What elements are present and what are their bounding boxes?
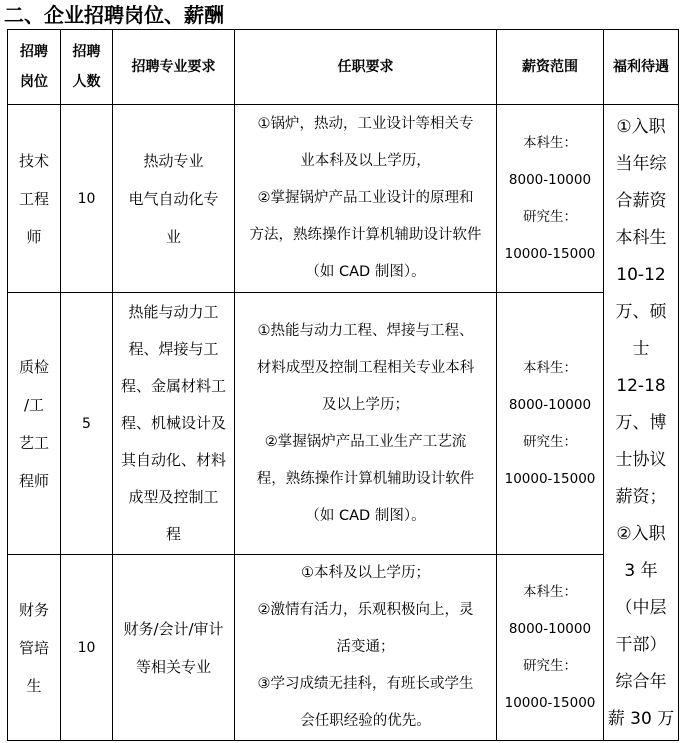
benefits-line: 12-18 bbox=[616, 376, 666, 396]
benefits-cell bbox=[604, 105, 679, 741]
header-position: 招聘 岗位 bbox=[8, 30, 61, 105]
benefits-line: 万、硕 bbox=[615, 302, 667, 322]
table-row bbox=[8, 293, 679, 555]
position-cell: 技术 工程 师 bbox=[8, 105, 61, 293]
benefits-line: 薪资； bbox=[615, 487, 667, 507]
benefits-line: ②入职 bbox=[616, 524, 666, 544]
position-cell: 质检 /工 艺工 程师 bbox=[8, 293, 61, 555]
benefits-line: 当年综 bbox=[615, 154, 667, 174]
requirements-cell: ①本科及以上学历； ②激情有活力，乐观积极向上，灵 活变通； ③学习成绩无挂科，有班长或学生 会任职经验的优先。 bbox=[235, 555, 497, 741]
position-cell: 财务 管培 生 bbox=[8, 555, 61, 741]
section-title: 二、企业招聘岗位、薪酬 bbox=[4, 3, 224, 27]
benefits-line: 士协议 bbox=[615, 450, 667, 470]
header-requirements: 任职要求 bbox=[235, 30, 497, 105]
benefits-line: 合薪资 bbox=[615, 191, 667, 211]
requirements-cell: ①热能与动力工程、焊接与工程、 材料成型及控制工程相关专业本科 及以上学历； ②掌握锅炉产品工业生产工艺流 程，熟练操作计算机辅助设计软件 （如 CAD 制图）。 bbox=[235, 293, 497, 555]
benefits-line: 10-12 bbox=[616, 265, 666, 285]
major-cell: 财务/会计/审计 等相关专业 bbox=[113, 555, 235, 741]
table-row bbox=[8, 555, 679, 741]
salary-cell: 本科生： 8000-10000 研究生： 10000-15000 bbox=[497, 555, 604, 741]
salary-cell: 本科生： 8000-10000 研究生： 10000-15000 bbox=[497, 105, 604, 293]
requirements-cell: ①锅炉，热动，工业设计等相关专 业本科及以上学历， ②掌握锅炉产品工业设计的原理和 方法，熟练操作计算机辅助设计软件 （如 CAD 制图）。 bbox=[235, 105, 497, 293]
benefits-line: （中层 bbox=[615, 598, 667, 618]
benefits-line: 综合年 bbox=[615, 672, 667, 692]
header-benefits: 福利待遇 bbox=[604, 30, 679, 105]
benefits-line: 薪 30 万 bbox=[607, 709, 675, 729]
benefits-line: 3 年 bbox=[624, 561, 658, 581]
header-salary: 薪资范围 bbox=[497, 30, 604, 105]
benefits-line: 士 bbox=[632, 339, 650, 359]
benefits-line: 万、博 bbox=[615, 413, 667, 433]
count-cell: 10 bbox=[61, 555, 113, 741]
header-major: 招聘专业要求 bbox=[113, 30, 235, 105]
benefits-line: ①入职 bbox=[616, 117, 666, 137]
recruitment-table bbox=[7, 29, 679, 741]
header-count: 招聘 人数 bbox=[61, 30, 113, 105]
salary-cell: 本科生： 8000-10000 研究生： 10000-15000 bbox=[497, 293, 604, 555]
count-cell: 5 bbox=[61, 293, 113, 555]
major-cell: 热动专业 电气自动化专 业 bbox=[113, 105, 235, 293]
count-cell: 10 bbox=[61, 105, 113, 293]
benefits-line: 干部） bbox=[615, 635, 667, 655]
header-row bbox=[8, 30, 679, 105]
benefits-line: 本科生 bbox=[615, 228, 667, 248]
major-cell: 热能与动力工 程、焊接与工 程、金属材料工 程、机械设计及 其自动化、材料 成型及控制工 程 bbox=[113, 293, 235, 555]
table-row bbox=[8, 105, 679, 293]
